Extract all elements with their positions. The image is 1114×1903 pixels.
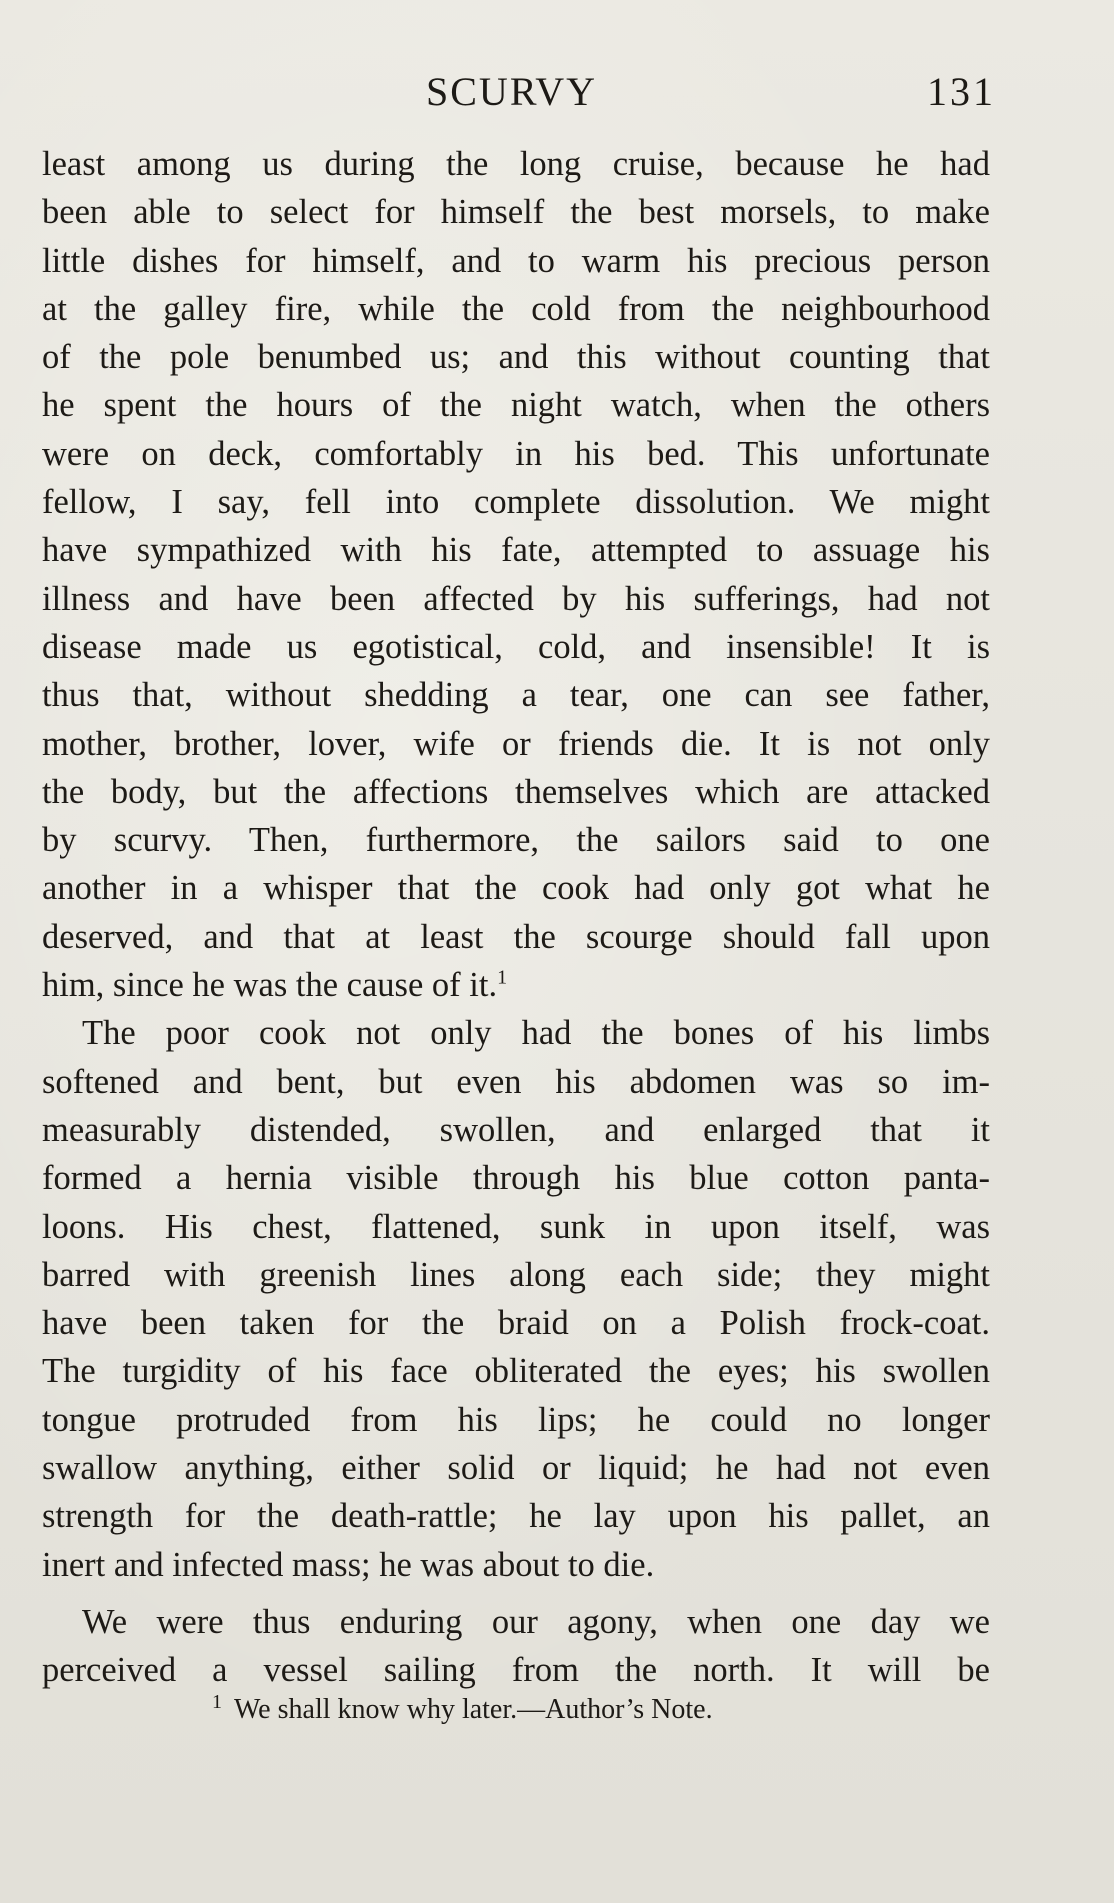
text-line: were on deck, comfortably in his bed. This unfortunate <box>42 434 990 473</box>
paragraph-2 <box>42 1009 990 1589</box>
text-line: the body, but the affections themselves which are attacked <box>42 772 990 811</box>
text-line: thus that, without shedding a tear, one can see father, <box>42 676 990 715</box>
text-line: at the galley fire, while the cold from the neighbourhood <box>42 289 990 328</box>
text-line: swallow anything, either solid or liquid; he had not even <box>42 1449 990 1488</box>
text-line-indent: We were thus enduring our agony, when one day we <box>82 1602 990 1641</box>
text-line: have been taken for the braid on a Polish frock-coat. <box>42 1304 990 1343</box>
text-line: illness and have been affected by his sufferings, had not <box>42 579 990 618</box>
text-line: formed a hernia visible through his blue cotton panta- <box>42 1159 990 1198</box>
text-line: strength for the death-rattle; he lay upon his pallet, an <box>42 1497 990 1536</box>
text-line: softened and bent, but even his abdomen was so im- <box>42 1062 990 1101</box>
running-head <box>0 62 1114 122</box>
text-line: him, since he was the cause of it. <box>42 966 498 1005</box>
footnote-marker: 1 <box>212 1690 222 1713</box>
text-line: mother, brother, lover, wife or friends die. It is not only <box>42 724 990 763</box>
footnote <box>212 1690 713 1730</box>
running-title: SCURVY <box>426 69 598 114</box>
footnote-reference: 1 <box>497 966 508 989</box>
text-line: The turgidity of his face obliterated the eyes; his swollen <box>42 1352 990 1391</box>
text-line: measurably distended, swollen, and enlarged that it <box>42 1110 990 1149</box>
text-line: perceived a vessel sailing from the north. It will be <box>42 1651 990 1690</box>
page-number: 131 <box>927 69 996 114</box>
text-line-last <box>42 961 990 1009</box>
text-line: have sympathized with his fate, attempted to assuage his <box>42 531 990 570</box>
footnote-text: We shall know why later.—Author’s Note. <box>234 1694 713 1725</box>
text-line: barred with greenish lines along each side; they might <box>42 1255 990 1294</box>
text-line: least among us during the long cruise, because he had <box>42 145 990 183</box>
paragraph-3 <box>42 1598 990 1695</box>
paragraph-1 <box>42 140 990 1009</box>
text-line: deserved, and that at least the scourge should fall upon <box>42 917 990 956</box>
text-line: been able to select for himself the best morsels, to make <box>42 193 990 232</box>
text-line: he spent the hours of the night watch, when the others <box>42 386 990 425</box>
text-line: of the pole benumbed us; and this without counting that <box>42 338 990 377</box>
text-line: by scurvy. Then, furthermore, the sailors said to one <box>42 821 990 860</box>
text-line: little dishes for himself, and to warm his precious person <box>42 241 990 280</box>
text-line: another in a whisper that the cook had only got what he <box>42 869 990 908</box>
text-line: disease made us egotistical, cold, and insensible! It is <box>42 627 990 666</box>
text-line: inert and infected mass; he was about to die. <box>42 1545 655 1584</box>
body-text <box>42 140 990 1695</box>
text-line: loons. His chest, flattened, sunk in upon itself, was <box>42 1207 990 1246</box>
text-line: fellow, I say, fell into complete dissolution. We might <box>42 483 990 522</box>
text-line-indent: The poor cook not only had the bones of his limbs <box>82 1014 990 1053</box>
text-line: tongue protruded from his lips; he could no longer <box>42 1400 990 1439</box>
